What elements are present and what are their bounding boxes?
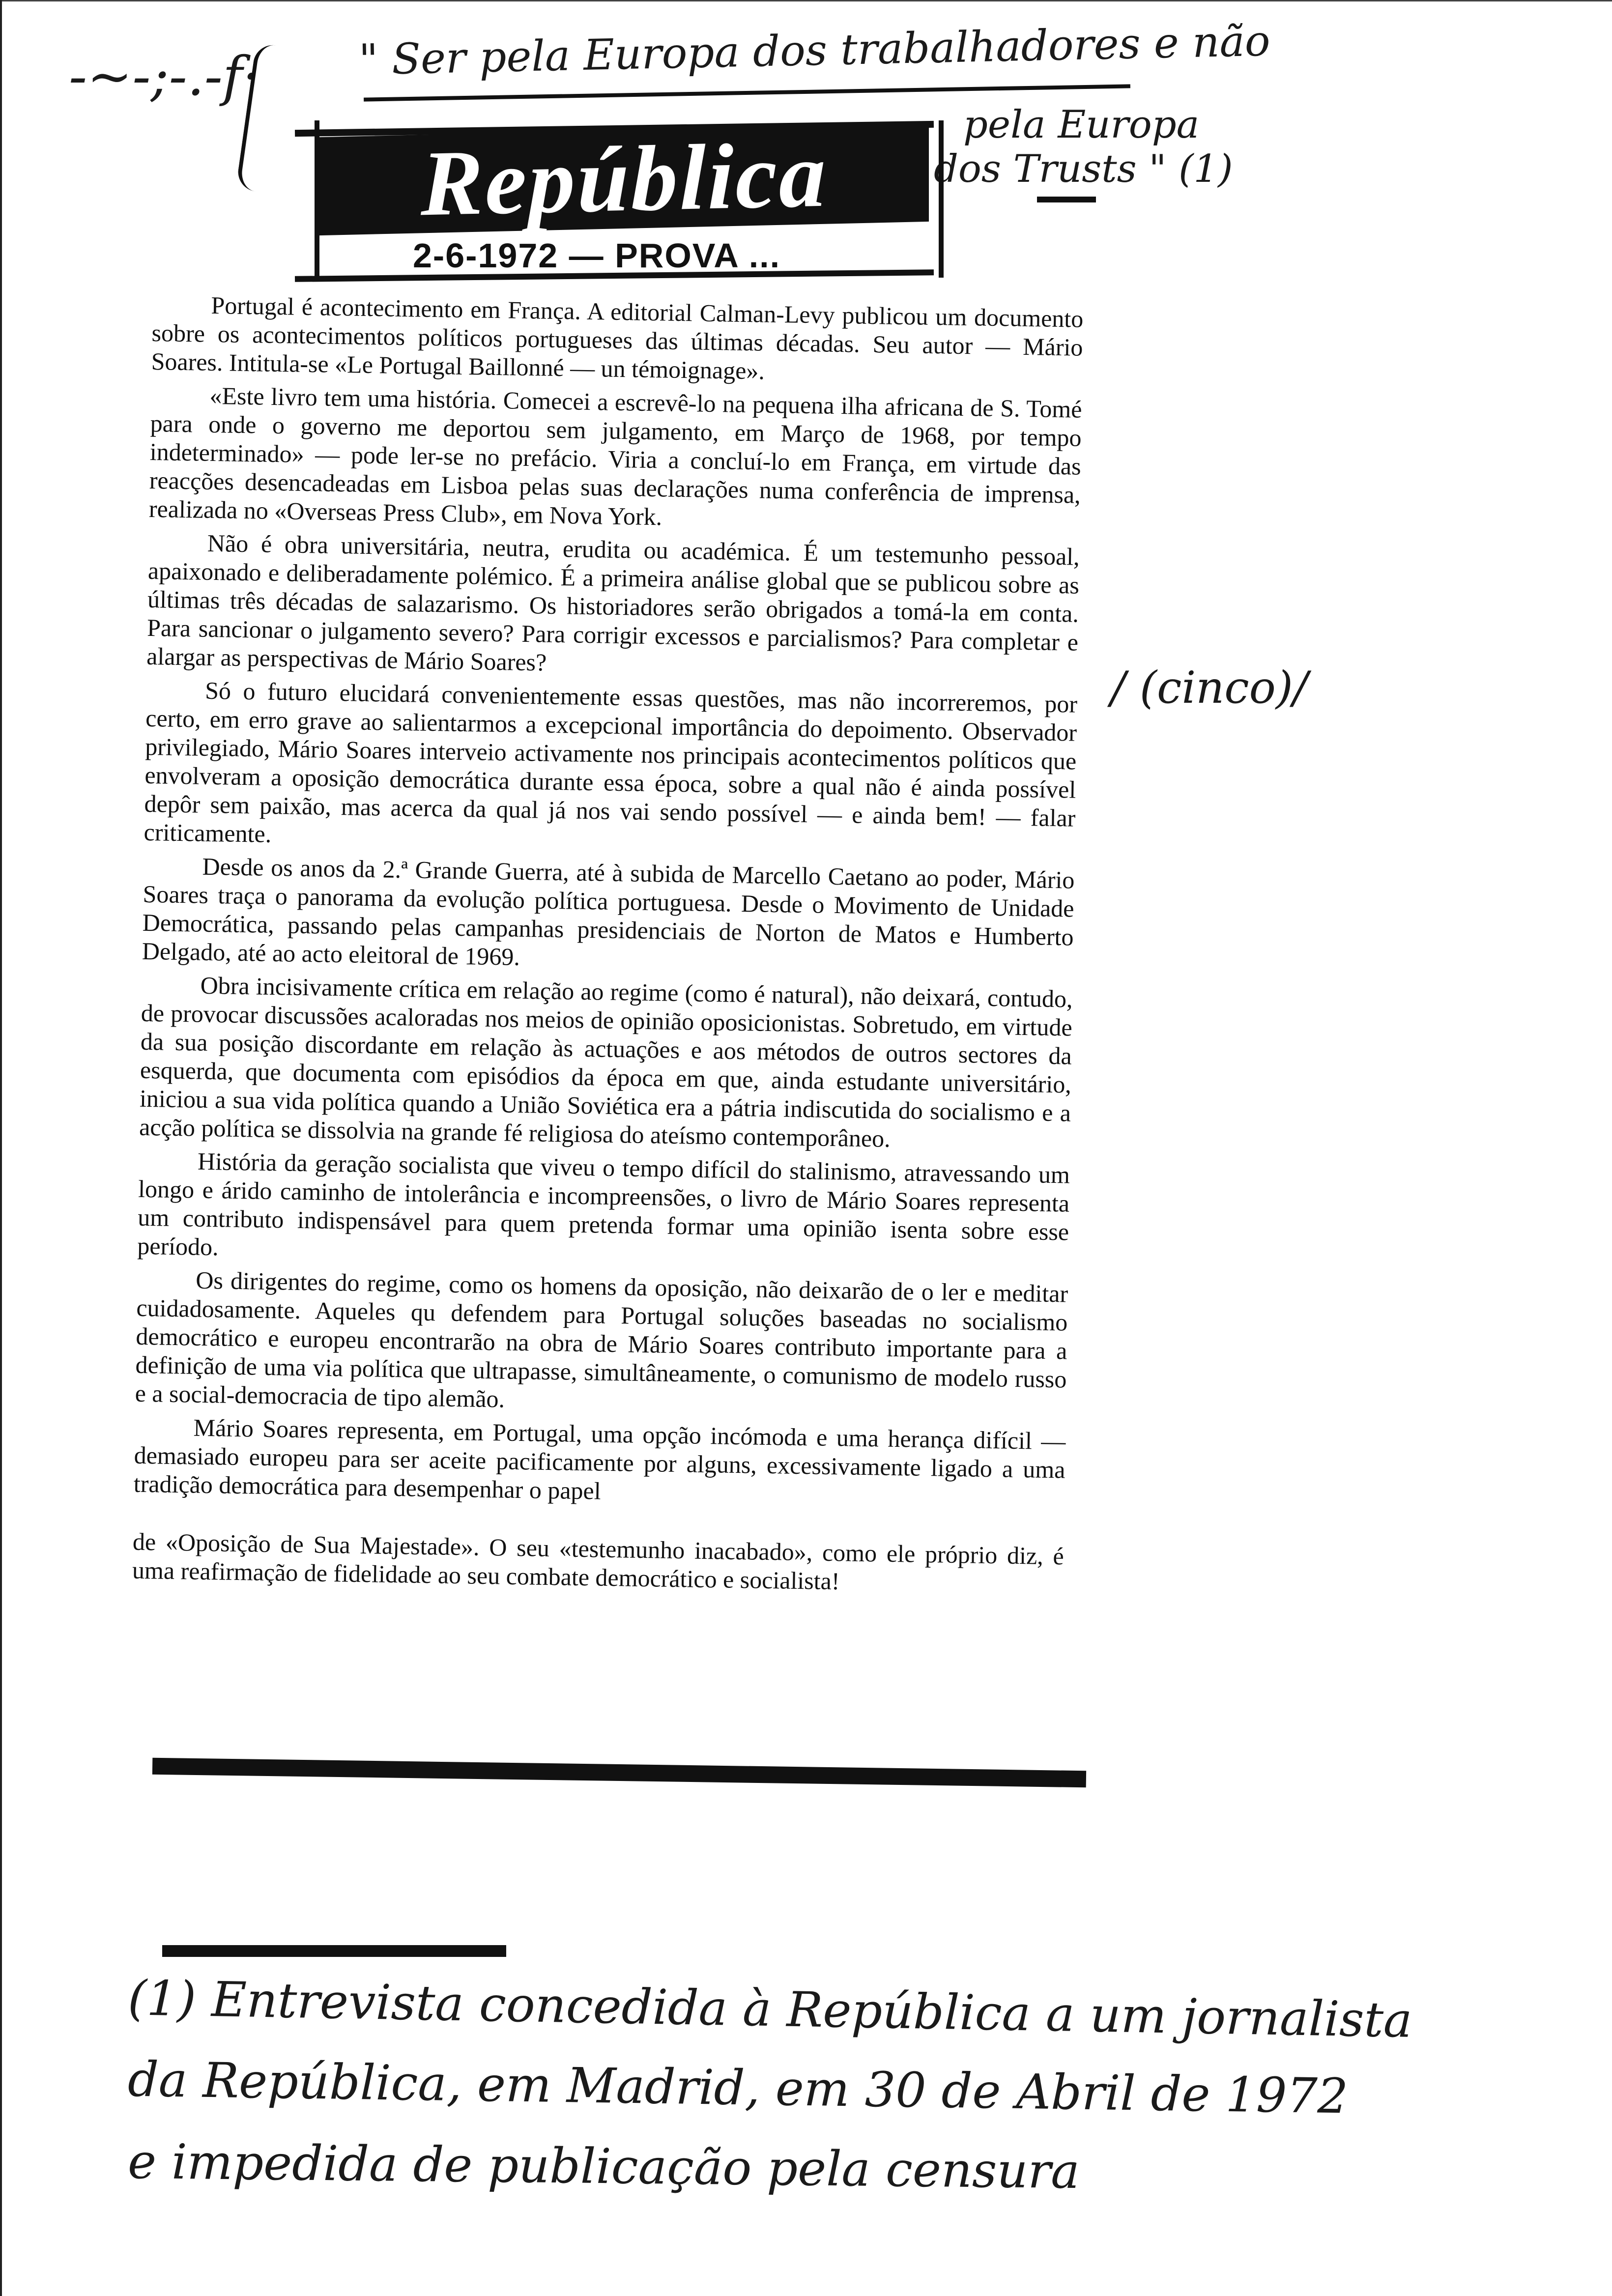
article-paragraph: Mário Soares representa, em Portugal, uma opção incómoda e uma herança difícil — demasiado europeu para ser aceite pacificamente por alguns, excessivamente ligado a uma tradição democrática para desempenhar o papel (133, 1413, 1066, 1505)
handwritten-margin-note: / (cinco)/ (1111, 662, 1308, 714)
article-paragraph: Portugal é acontecimento em França. A editorial Calman-Levy publicou um documento sobre os acontecimentos políticos portugueses das últimas décadas. Seu autor — Mário Soares. Intitula-se «Le Portugal Baillonné — un témoignage». (151, 291, 1084, 385)
redaction-bar (152, 1758, 1086, 1788)
handwritten-right-quote-2: dos Trusts " (1) (934, 147, 1233, 191)
footnote-separator (162, 1945, 506, 1957)
article-body (132, 290, 1084, 1599)
handwritten-footnote-line-2: da República, em Madrid, em 30 de Abril de 1972 (127, 2051, 1349, 2125)
handwritten-footnote-line-3: e impedida de publicação pela censura (127, 2133, 1080, 2200)
article-paragraph: Só o futuro elucidará convenientemente essas questões, mas não incorreremos, por certo, em erro grave ao salientarmos a excepcional importância do depoimento. Observador privilegiado, Mário Soares interveio activamente nos principais acontecimentos políticos que envolveram a oposição democrática durante essa época, sobre a qual não é ainda possível depôr sem paixão, mas acerca da qual já nos vai sendo possível — e ainda bem! — falar criticamente. (144, 676, 1078, 848)
article-paragraph: Os dirigentes do regime, como os homens da oposição, não deixarão de o ler e meditar cuidadosamente. Aqueles qu defendem para Portugal soluções baseadas no socialismo democrático e europeu encontrarão na obra de Mário Soares contributo importante para a definição de uma via política que ultrapasse, simultâneamente, o comunismo de modelo russo e a social-democracia de tipo alemão. (135, 1266, 1068, 1413)
handwritten-underline (364, 84, 1130, 101)
article-paragraph: História da geração socialista que viveu o tempo difícil do stalinismo, atravessando um longo e árido caminho de intolerância e incompreensões, o livro de Mário Soares representa um contributo indispensável para quem pretenda formar uma opinião isenta sobre esse período. (137, 1147, 1070, 1261)
article-paragraph: Não é obra universitária, neutra, erudita ou académica. É um testemunho pessoal, apaixonado e deliberadamente polémico. É a primeira análise global que se publicou sobre as últimas três décadas de salazarismo. Os historiadores serão obrigados a tomá-la em conta. Para sancionar o julgamento severo? Para corrigir excessos e parcialismos? Para completar e alargar as perspectivas de Mário Soares? (146, 529, 1080, 676)
handwritten-right-quote-1: pela Europa (963, 103, 1200, 147)
handwritten-footnote-line-1: (1) Entrevista concedida à República a um jornalista (127, 1970, 1413, 2049)
scan-edge-left (0, 0, 2, 2296)
handwritten-top-quote: " Ser pela Europa dos trabalhadores e não (358, 16, 1271, 85)
margin-scribble: -~-;-.-f· (69, 45, 260, 108)
newspaper-title: República (421, 123, 828, 236)
masthead-logo (319, 123, 929, 235)
scan-edge-top (0, 0, 1612, 1)
article-paragraph: «Este livro tem uma história. Comecei a escrevê-lo na pequena ilha africana de S. Tomé para onde o governo me deportou sem julgamento, em Março de 1968, por tempo indeterminado» — pode ler-se no prefácio. Viria a concluí-lo em França, em virtude das reacções desencadeadas em Lisboa pelas suas declarações numa conferência de imprensa, realizada no «Overseas Press Club», em Nova York. (148, 381, 1082, 531)
date-proof-stamp: 2-6-1972 — PROVA ... (413, 236, 781, 275)
article-paragraph: Desde os anos da 2.ª Grande Guerra, até à subida de Marcello Caetano ao poder, Mário Soares traça o panorama da evolução política portuguesa. Desde o Movimento de Unidade Democrática, passando pelas campanhas presidenciais de Norton de Matos e Humberto Delgado, até ao acto eleitoral de 1969. (142, 852, 1075, 971)
article-paragraph-closing: de «Oposição de Sua Majestade». O seu «testemunho inacabado», como ele próprio diz, é uma reafirmação de fidelidade ao seu combate democrático e socialista! (132, 1527, 1065, 1595)
article-paragraph: Obra incisivamente crítica em relação ao regime (como é natural), não deixará, contudo, de provocar discussões acaloradas nos meios de opinião oposicionistas. Sobretudo, em virtude da sua posição discordante em relação às actuações e aos métodos de outros sectores da esquerda, que documenta com episódios da época em que, ainda estudante universitário, iniciou a sua vida política quando a União Soviética era a pátria indiscutida do socialismo e a acção política se dissolvia na grande fé religiosa do ateísmo contemporâneo. (139, 971, 1073, 1152)
handwritten-right-underline (1037, 197, 1096, 202)
